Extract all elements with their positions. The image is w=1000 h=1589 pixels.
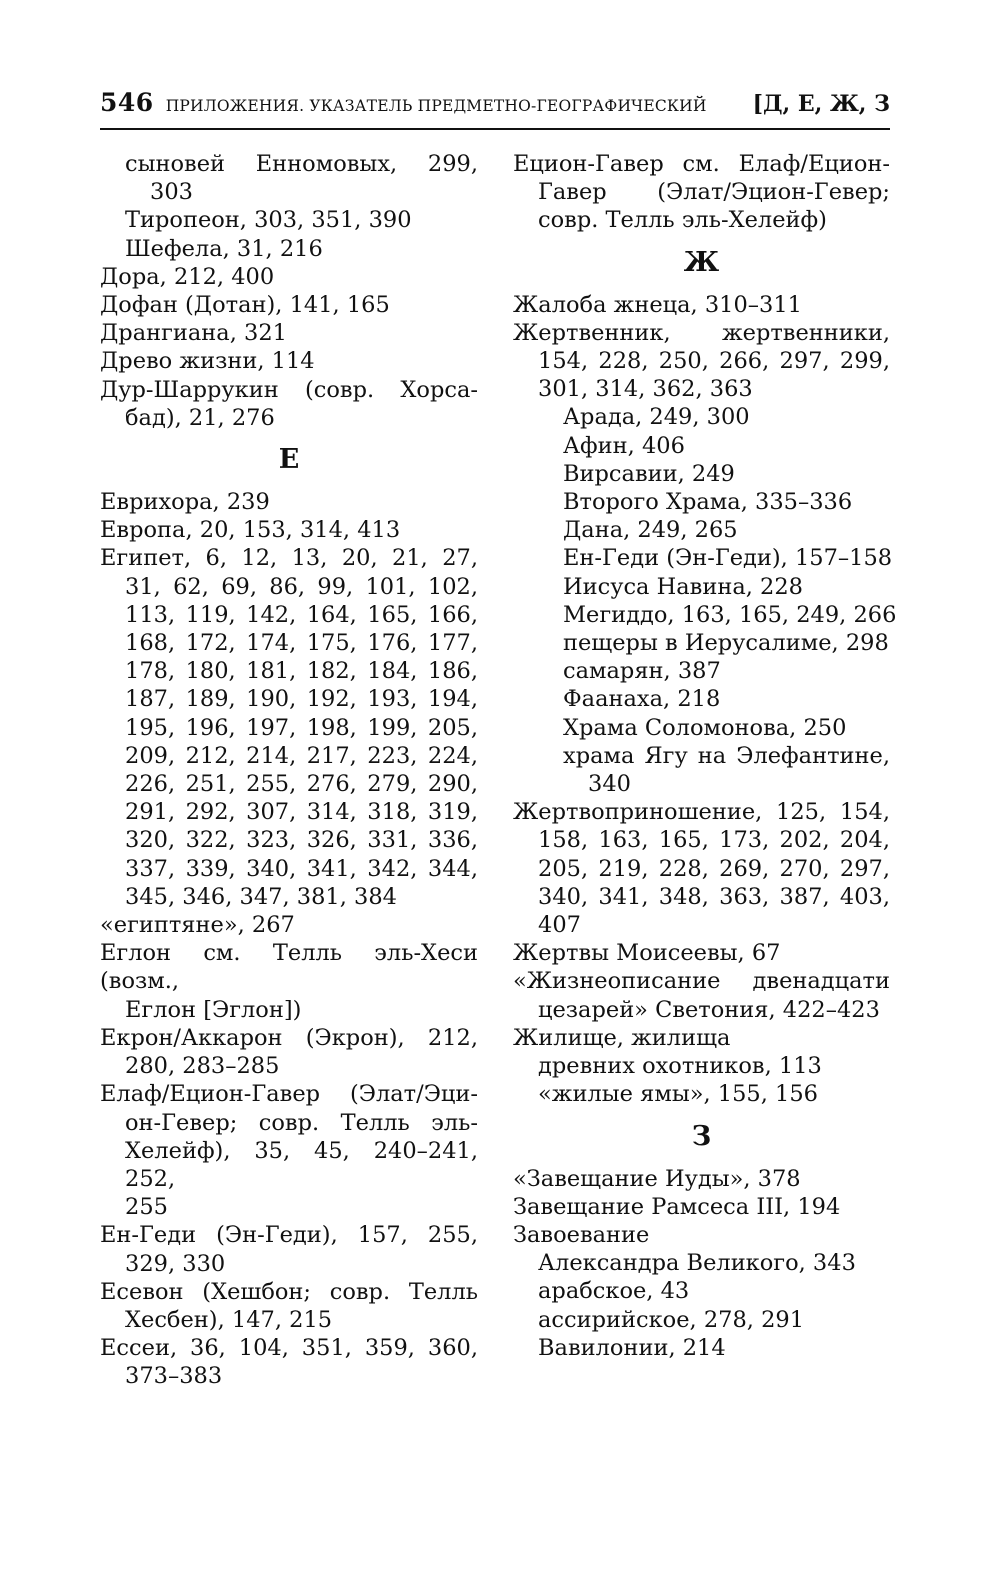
- index-subentry: самарян, 387: [563, 658, 721, 685]
- index-subentry: 340, 341, 348, 363, 387, 403,: [538, 883, 890, 910]
- index-subentry: Мегиддо, 163, 165, 249, 266: [563, 601, 897, 628]
- index-subentry: Дана, 249, 265: [563, 517, 738, 544]
- index-subentry: Афин, 406: [563, 432, 685, 459]
- index-entry: Завещание Рамсеса III, 194: [513, 1193, 841, 1220]
- index-entry: Ессеи, 36, 104, 351, 359, 360,: [100, 1335, 478, 1362]
- index-entry: Жертвоприношение, 125, 154,: [513, 799, 890, 826]
- index-entry: Дора, 212, 400: [100, 263, 275, 290]
- index-subentry: он-Гевер; совр. Телль эль-: [125, 1109, 478, 1136]
- index-entry: Еврихора, 239: [100, 489, 270, 516]
- page-header: [100, 88, 890, 130]
- index-subentry: 301, 314, 362, 363: [538, 376, 753, 403]
- index-subentry: 280, 283–285: [125, 1053, 280, 1080]
- index-entry: «египтяне», 267: [100, 912, 295, 939]
- index-entry: Европа, 20, 153, 314, 413: [100, 517, 401, 544]
- index-subentry: сыновей Енномовых, 299,: [125, 151, 478, 177]
- index-subentry: бад), 21, 276: [125, 404, 275, 431]
- index-subentry: 205, 219, 228, 269, 270, 297,: [538, 855, 890, 882]
- index-subentry: 291, 292, 307, 314, 318, 319,: [125, 799, 478, 826]
- index-entry: Еглон см. Телль эль-Хеси (возм.,: [100, 940, 478, 995]
- index-subentry: 31, 62, 69, 86, 99, 101, 102,: [125, 573, 478, 600]
- index-subentry: Иисуса Навина, 228: [563, 573, 803, 600]
- index-entry: Жилище, жилища: [513, 1024, 731, 1051]
- letter-heading: Е: [278, 444, 300, 476]
- index-subentry: древних охотников, 113: [538, 1053, 822, 1080]
- letter-heading: З: [691, 1120, 712, 1152]
- index-subentry: 154, 228, 250, 266, 297, 299,: [538, 348, 890, 375]
- index-entry: Дур-Шаррукин (совр. Хорса-: [100, 376, 478, 403]
- index-subentry: Фаанаха, 218: [563, 686, 721, 713]
- index-entry: Древо жизни, 114: [100, 348, 315, 375]
- index-entry: «Жизнеописание двенадцати: [513, 968, 890, 995]
- index-subentry: Хесбен), 147, 215: [125, 1306, 333, 1333]
- index-subentry: Хелейф), 35, 45, 240–241, 252,: [125, 1137, 478, 1192]
- index-entry: Елаф/Ецион-Гавер (Элат/Эци-: [100, 1081, 478, 1108]
- index-entry: Египет, 6, 12, 13, 20, 21, 27,: [100, 545, 478, 572]
- index-entry: Дофан (Дотан), 141, 165: [100, 292, 390, 319]
- index-entry: Ецион-Гавер см. Елаф/Ецион-: [513, 151, 890, 177]
- left-column: [100, 150, 478, 1391]
- index-subentry: Храма Соломонова, 250: [563, 714, 847, 741]
- book-page: [100, 88, 897, 1390]
- index-entry: Екрон/Аккарон (Экрон), 212,: [100, 1024, 478, 1051]
- index-subentry: «жилые ямы», 155, 156: [538, 1081, 818, 1108]
- index-subentry: 329, 330: [125, 1250, 226, 1277]
- index-subentry: 168, 172, 174, 175, 176, 177,: [125, 630, 478, 657]
- index-subentry: Еглон [Эглон]): [125, 996, 302, 1023]
- index-subentry: совр. Телль эль-Хелейф): [538, 207, 827, 234]
- index-subentry: Вирсавии, 249: [563, 460, 735, 487]
- right-column: [513, 150, 897, 1362]
- index-subentry: 337, 339, 340, 341, 342, 344,: [125, 855, 478, 882]
- index-subentry: 340: [588, 771, 631, 798]
- letter-heading: Ж: [683, 246, 720, 278]
- index-subentry: Гавер (Элат/Эцион-Гевер;: [538, 179, 890, 206]
- index-subentry: ассирийское, 278, 291: [538, 1306, 805, 1333]
- index-subentry: пещеры в Иерусалиме, 298: [563, 630, 889, 657]
- index-entry: Завоевание: [513, 1221, 650, 1248]
- index-subentry: 178, 180, 181, 182, 184, 186,: [125, 658, 478, 685]
- index-subentry: Александра Великого, 343: [538, 1250, 856, 1277]
- index-subentry: Шефела, 31, 216: [125, 235, 323, 262]
- index-subentry: 255: [125, 1194, 168, 1221]
- index-subentry: 113, 119, 142, 164, 165, 166,: [125, 601, 478, 628]
- index-subentry: цезарей» Светония, 422–423: [538, 996, 880, 1023]
- index-subentry: Ен-Геди (Эн-Геди), 157–158: [563, 545, 893, 572]
- index-subentry: 373–383: [125, 1363, 223, 1390]
- index-subentry: храма Ягу на Элефантине,: [563, 742, 890, 769]
- index-entry: Есевон (Хешбон; совр. Телль: [100, 1278, 478, 1305]
- index-subentry: Тиропеон, 303, 351, 390: [125, 207, 412, 234]
- index-subentry: 187, 189, 190, 192, 193, 194,: [125, 686, 478, 713]
- index-subentry: 345, 346, 347, 381, 384: [125, 883, 397, 910]
- index-entry: Жертвы Моисеевы, 67: [513, 940, 781, 967]
- index-subentry: 195, 196, 197, 198, 199, 205,: [125, 714, 478, 741]
- index-subentry: Арада, 249, 300: [563, 404, 750, 431]
- index-subentry: 209, 212, 214, 217, 223, 224,: [125, 742, 478, 769]
- page-number: 546: [100, 88, 154, 117]
- index-entry: Жалоба жнеца, 310–311: [513, 291, 802, 318]
- index-subentry: Вавилонии, 214: [538, 1334, 726, 1361]
- section-letters: [Д, Е, Ж, З: [752, 91, 890, 117]
- index-subentry: 320, 322, 323, 326, 331, 336,: [125, 827, 478, 854]
- index-entry: Дрангиана, 321: [100, 320, 287, 347]
- index-entry: Ен-Геди (Эн-Геди), 157, 255,: [100, 1222, 478, 1249]
- running-title: ПРИЛОЖЕНИЯ. УКАЗАТЕЛЬ ПРЕДМЕТНО-ГЕОГРАФИЧЕСКИЙ: [165, 97, 707, 115]
- index-subentry: 407: [538, 912, 581, 939]
- index-subentry: 226, 251, 255, 276, 279, 290,: [125, 771, 478, 798]
- index-subentry: 158, 163, 165, 173, 202, 204,: [538, 827, 890, 854]
- index-subentry: Второго Храма, 335–336: [563, 489, 853, 516]
- index-subentry: 303: [150, 179, 193, 206]
- index-subentry: арабское, 43: [538, 1278, 690, 1305]
- index-entry: Жертвенник, жертвенники,: [513, 319, 890, 346]
- index-entry: «Завещание Иуды», 378: [513, 1165, 801, 1192]
